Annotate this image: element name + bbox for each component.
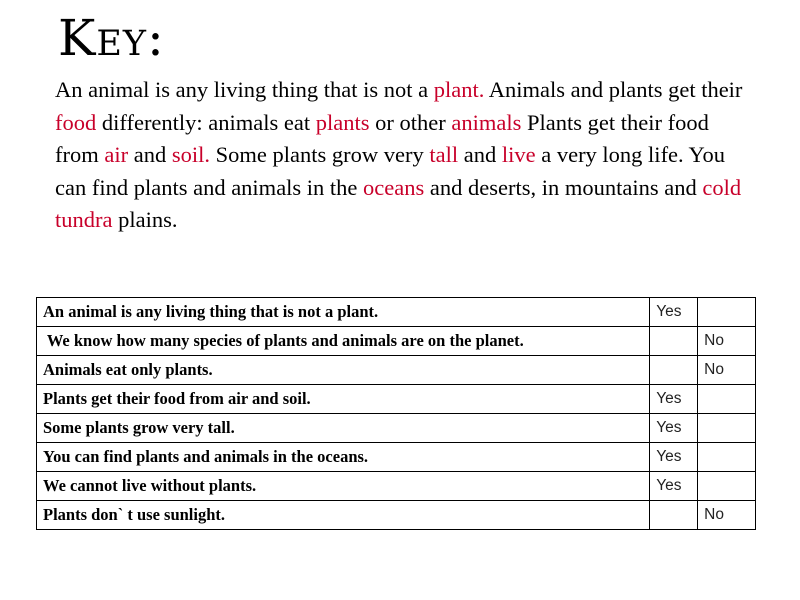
highlighted-word: animals xyxy=(451,109,522,135)
paragraph-text: plains. xyxy=(112,207,178,232)
paragraph-text: and xyxy=(128,142,172,167)
highlighted-word: live xyxy=(501,142,536,167)
highlighted-word: plants xyxy=(315,109,370,135)
no-cell xyxy=(698,414,756,443)
highlighted-word: oceans xyxy=(363,174,425,200)
statement-cell: Plants get their food from air and soil. xyxy=(37,385,650,414)
yes-cell xyxy=(650,327,698,356)
table-row xyxy=(37,472,756,501)
paragraph-text: Plants get their food from xyxy=(55,109,709,167)
paragraph-text: or other xyxy=(369,109,452,135)
statement-cell: An animal is any living thing that is not a plant. xyxy=(37,298,650,327)
no-cell: No xyxy=(698,356,756,385)
table-row xyxy=(37,385,756,414)
statement-cell: You can find plants and animals in the oceans. xyxy=(37,443,650,472)
paragraph-text: and deserts, in mountains and xyxy=(424,174,703,200)
table-row xyxy=(37,443,756,472)
highlighted-word: tall xyxy=(429,142,459,167)
statement-cell: Plants don` t use sunlight. xyxy=(37,501,650,530)
yes-cell: Yes xyxy=(650,414,698,443)
page-title: Key: xyxy=(58,9,165,67)
yes-cell xyxy=(650,501,698,530)
key-paragraph xyxy=(55,74,755,237)
highlighted-word: air xyxy=(104,142,129,167)
highlighted-word: food xyxy=(55,109,97,135)
yes-cell xyxy=(650,356,698,385)
yes-cell: Yes xyxy=(650,385,698,414)
table-row xyxy=(37,327,756,356)
yes-cell: Yes xyxy=(650,472,698,501)
highlighted-word: cold tundra xyxy=(55,174,742,232)
no-cell: No xyxy=(698,501,756,530)
paragraph-text: and xyxy=(458,142,502,167)
statement-cell: We cannot live without plants. xyxy=(37,472,650,501)
no-cell xyxy=(698,385,756,414)
no-cell xyxy=(698,298,756,327)
statement-cell: Some plants grow very tall. xyxy=(37,414,650,443)
highlighted-word: soil. xyxy=(171,142,210,167)
yes-cell: Yes xyxy=(650,298,698,327)
paragraph-text: An animal is any living thing that is not a xyxy=(55,77,434,102)
paragraph-text: a very long life. You can find plants and animals in the xyxy=(55,142,725,200)
answer-table xyxy=(36,297,756,530)
table-row xyxy=(37,298,756,327)
paragraph-text: Animals and plants get their xyxy=(484,77,743,102)
statement-cell: Animals eat only plants. xyxy=(37,356,650,385)
no-cell xyxy=(698,443,756,472)
yes-cell: Yes xyxy=(650,443,698,472)
table-row xyxy=(37,356,756,385)
statement-cell: We know how many species of plants and animals are on the planet. xyxy=(37,327,650,356)
no-cell: No xyxy=(698,327,756,356)
paragraph-text: differently: animals eat xyxy=(96,109,316,135)
paragraph-text: Some plants grow very xyxy=(210,142,430,167)
highlighted-word: plant. xyxy=(433,77,485,102)
table-row xyxy=(37,501,756,530)
no-cell xyxy=(698,472,756,501)
table-row xyxy=(37,414,756,443)
